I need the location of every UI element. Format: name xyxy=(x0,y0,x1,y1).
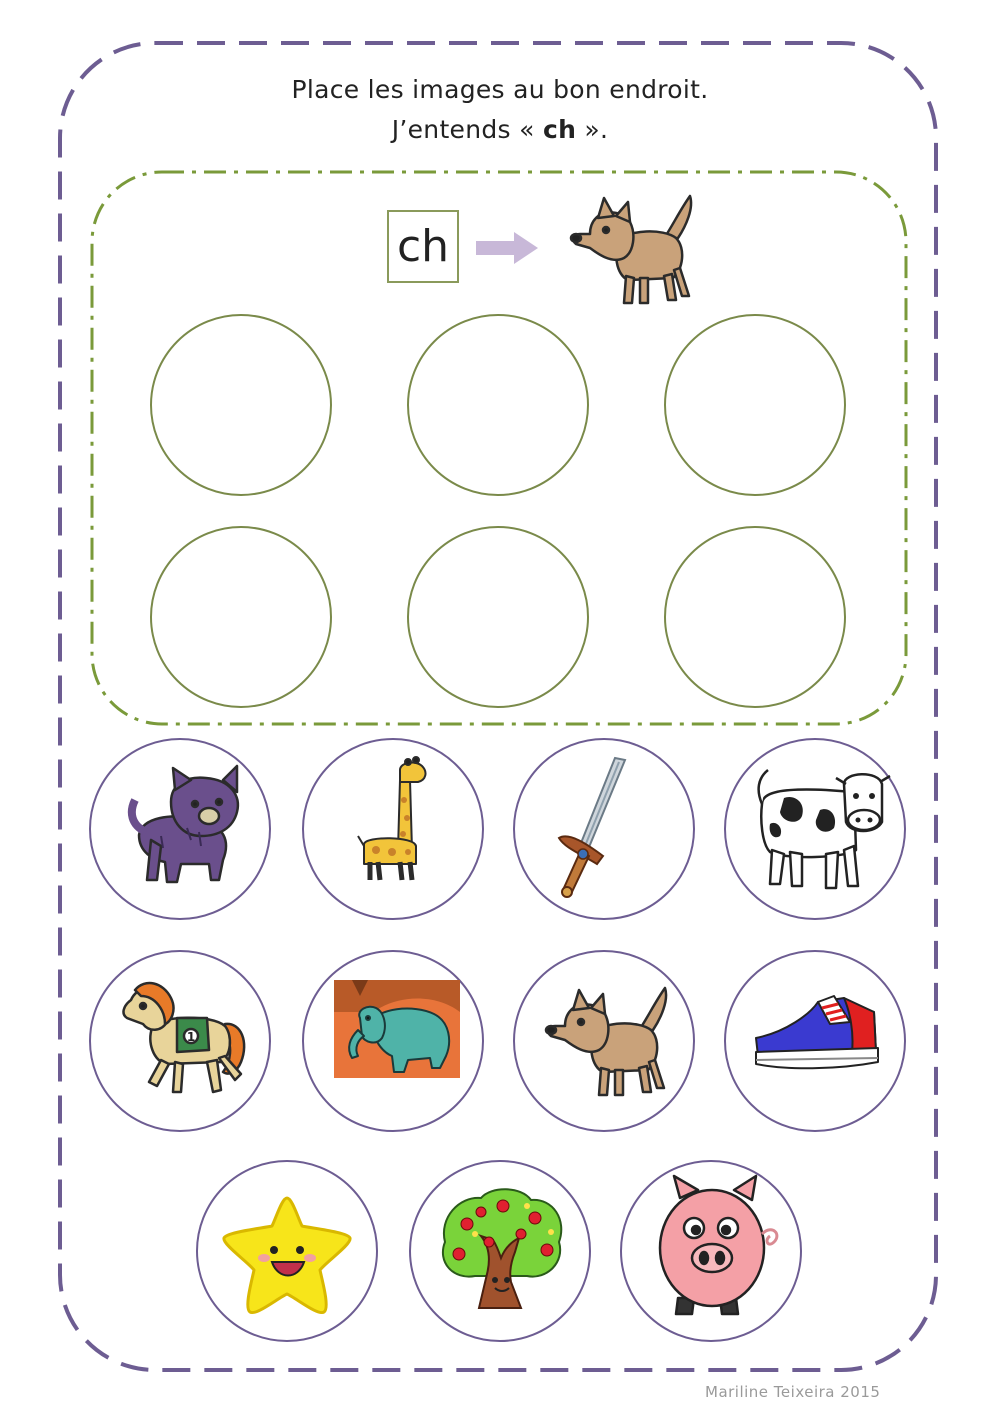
drop-slot[interactable] xyxy=(150,314,332,496)
picture-card-sword[interactable] xyxy=(513,738,695,920)
cat-icon xyxy=(91,740,269,918)
drop-slot[interactable] xyxy=(664,314,846,496)
instruction-prefix: J’entends « xyxy=(391,115,543,144)
svg-text:1: 1 xyxy=(186,1030,196,1044)
cow-icon xyxy=(726,740,904,918)
sneaker-icon xyxy=(726,952,904,1130)
instruction-line-2 xyxy=(0,115,1000,144)
arrow-right-icon xyxy=(476,230,540,266)
picture-card-pig[interactable] xyxy=(620,1160,802,1342)
sound-label: ch xyxy=(396,220,450,272)
picture-card-cow[interactable] xyxy=(724,738,906,920)
drop-slot[interactable] xyxy=(664,526,846,708)
picture-card-giraffe[interactable] xyxy=(302,738,484,920)
drop-slot[interactable] xyxy=(407,526,589,708)
picture-card-cat[interactable] xyxy=(89,738,271,920)
instruction-suffix: ». xyxy=(576,115,609,144)
tree-icon xyxy=(411,1162,589,1340)
picture-card-sneaker[interactable] xyxy=(724,950,906,1132)
picture-card-star[interactable] xyxy=(196,1160,378,1342)
picture-card-tree[interactable] xyxy=(409,1160,591,1342)
picture-card-horse[interactable] xyxy=(89,950,271,1132)
picture-card-dog[interactable] xyxy=(513,950,695,1132)
pig-icon xyxy=(622,1162,800,1340)
drop-slot[interactable] xyxy=(407,314,589,496)
dog-icon xyxy=(515,952,693,1130)
sound-box xyxy=(387,210,459,283)
elephant-icon xyxy=(304,952,482,1130)
instruction-sound: ch xyxy=(542,115,577,144)
giraffe-icon xyxy=(304,740,482,918)
horse-icon xyxy=(91,952,269,1130)
dog-icon xyxy=(568,190,698,310)
drop-slot[interactable] xyxy=(150,526,332,708)
sword-icon xyxy=(515,740,693,918)
author-credit: Mariline Teixeira 2015 xyxy=(705,1383,881,1401)
instruction-line-1: Place les images au bon endroit. xyxy=(291,75,709,104)
star-icon xyxy=(198,1162,376,1340)
picture-card-elephant[interactable] xyxy=(302,950,484,1132)
